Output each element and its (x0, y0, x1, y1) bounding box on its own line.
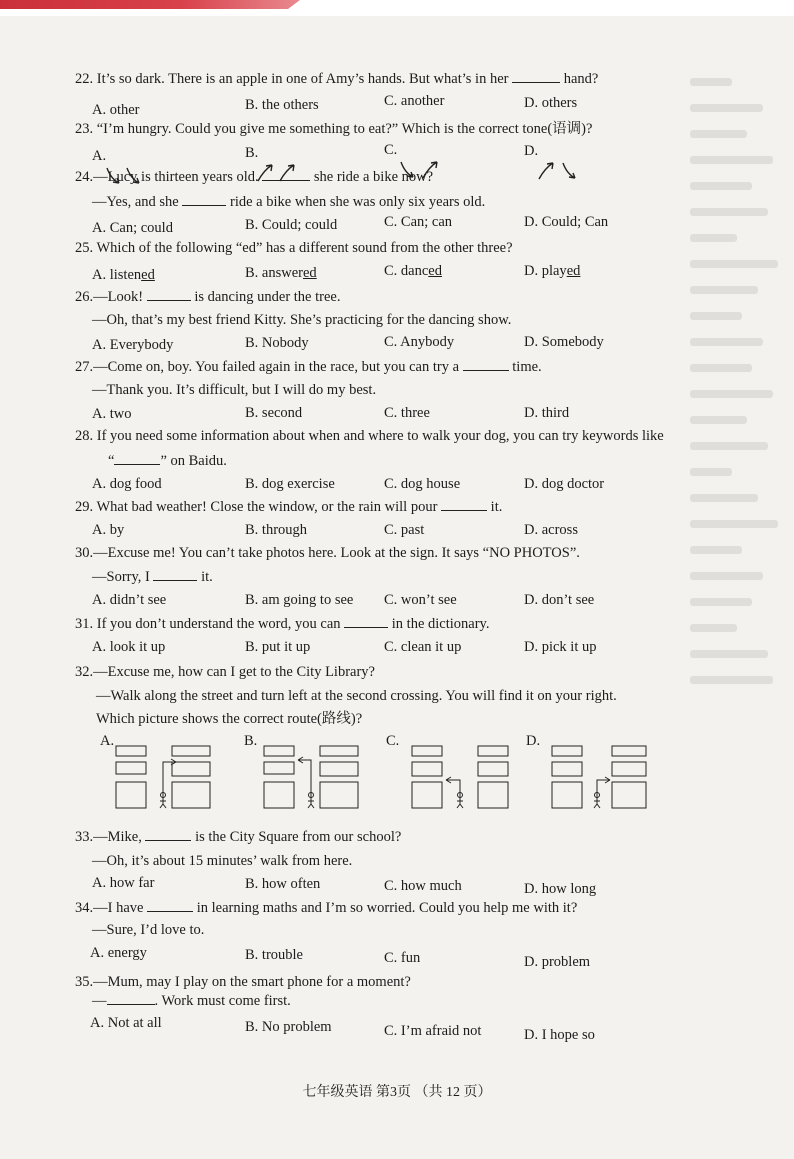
q30-option-a: A. didn’t see (92, 592, 167, 608)
question-33-line2: —Oh, it’s about 15 minutes’ walk from here. (92, 853, 353, 869)
q26-option-a: A. Everybody (92, 337, 174, 353)
q31-option-c: C. clean it up (384, 639, 462, 655)
q34-option-a: A. energy (90, 945, 147, 961)
question-28-line2: “ ” on Baidu. (108, 453, 227, 469)
q27-option-a: A. two (92, 406, 132, 422)
q28-option-c: C. dog house (384, 476, 461, 492)
q29-option-d: D. across (524, 522, 578, 538)
question-27-stem: 27.—Come on, boy. You failed again in the race, but you can try a time. (75, 359, 542, 375)
route-map-d (550, 740, 650, 815)
q35-option-d: D. I hope so (524, 1027, 595, 1043)
rising-falling-arrows-icon (531, 160, 587, 182)
page-footer: 七年级英语 第3页 （共 12 页） (302, 1085, 492, 1100)
question-35-stem: 35.—Mum, may I play on the smart phone for a moment? (75, 974, 411, 990)
q28-option-b: B. dog exercise (245, 476, 335, 492)
q29-option-a: A. by (92, 522, 125, 538)
question-22-stem: 22. It’s so dark. There is an apple in one of Amy’s hands. But what’s in her hand? (75, 71, 599, 87)
q23-option-b: B. (245, 144, 304, 184)
q22-option-b: B. the others (245, 97, 319, 113)
q29-option-c: C. past (384, 522, 425, 538)
q33-option-c: C. how much (384, 878, 462, 894)
q34-option-c: C. fun (384, 950, 421, 966)
q26-option-b: B. Nobody (245, 335, 309, 351)
q27-option-b: B. second (245, 405, 303, 421)
q26-option-d: D. Somebody (524, 334, 604, 350)
q33-option-a: A. how far (92, 875, 155, 891)
question-32-line2: —Walk along the street and turn left at the second crossing. You will find it on your right. (96, 688, 617, 704)
q23-option-d: D. (524, 142, 587, 182)
q35-option-a: A. Not at all (90, 1015, 162, 1031)
question-25-stem: 25. Which of the following “ed” has a different sound from the other three? (75, 240, 513, 256)
q24-option-a: A. Can; could (92, 220, 173, 236)
q22-option-d: D. others (524, 95, 578, 111)
route-map-a (114, 740, 214, 815)
question-31-stem: 31. If you don’t understand the word, you can in the dictionary. (75, 616, 490, 632)
q22-option-a: A. other (92, 102, 140, 118)
question-27-line2: —Thank you. It’s difficult, but I will do my best. (92, 382, 377, 398)
q24-option-b: B. Could; could (245, 217, 338, 233)
q34-option-b: B. trouble (245, 947, 303, 963)
q25-option-b: B. answered (245, 265, 317, 281)
q28-option-a: A. dog food (92, 476, 162, 492)
question-34-stem: 34.—I have in learning maths and I’m so worried. Could you help me with it? (75, 900, 578, 916)
question-34-line2: —Sure, I’d love to. (92, 922, 205, 938)
q24-option-c: C. Can; can (384, 214, 453, 230)
question-30-stem: 30.—Excuse me! You can’t take photos here. Look at the sign. It says “NO PHOTOS”. (75, 545, 580, 561)
q24-option-d: D. Could; Can (524, 214, 609, 230)
q26-option-c: C. Anybody (384, 334, 455, 350)
question-28-stem: 28. If you need some information about when and where to walk your dog, you can try keywords like (75, 428, 664, 444)
question-29-stem: 29. What bad weather! Close the window, or the rain will pour it. (75, 499, 503, 515)
q33-option-b: B. how often (245, 876, 321, 892)
q34-option-d: D. problem (524, 954, 591, 970)
route-map-c (410, 740, 510, 815)
question-23-stem: 23. “I’m hungry. Could you give me something to eat?” Which is the correct tone(语调)? (75, 121, 593, 137)
q27-option-c: C. three (384, 405, 430, 421)
question-24-stem: 24.—Lucy is thirteen years old. she ride a bike now? (75, 169, 434, 185)
question-32-stem: 32.—Excuse me, how can I get to the City Library? (75, 664, 375, 680)
q29-option-b: B. through (245, 522, 308, 538)
q28-option-d: D. dog doctor (524, 476, 605, 492)
question-30-line2: —Sorry, I it. (92, 569, 213, 585)
q23-option-c: C. (384, 141, 447, 181)
q30-option-c: C. won’t see (384, 592, 457, 608)
q31-option-b: B. put it up (245, 639, 311, 655)
question-35-line2: — . Work must come first. (92, 993, 291, 1009)
bleed-through-text (690, 60, 794, 1060)
q23-option-a: A. (92, 147, 145, 187)
banner-stripe (0, 0, 300, 9)
q31-option-a: A. look it up (92, 639, 166, 655)
question-24-line2: —Yes, and she ride a bike when she was only six years old. (92, 194, 486, 210)
q27-option-d: D. third (524, 405, 570, 421)
q35-option-c: C. I’m afraid not (384, 1023, 482, 1039)
q33-option-d: D. how long (524, 881, 597, 897)
q35-option-b: B. No problem (245, 1019, 332, 1035)
q31-option-d: D. pick it up (524, 639, 597, 655)
q22-option-c: C. another (384, 93, 445, 109)
q25-option-c: C. danced (384, 263, 442, 279)
route-pictures: A. B. C. D. (90, 740, 670, 825)
q25-option-a: A. listened (92, 267, 155, 283)
q30-option-b: B. am going to see (245, 592, 354, 608)
question-26-line2: —Oh, that’s my best friend Kitty. She’s practicing for the dancing show. (92, 312, 512, 328)
question-32-line3: Which picture shows the correct route(路线)? (96, 711, 363, 727)
q25-option-d: D. played (524, 263, 581, 279)
question-33-stem: 33.—Mike, is the City Square from our school? (75, 829, 402, 845)
route-map-b (262, 740, 362, 815)
header-banner (0, 0, 794, 16)
q30-option-d: D. don’t see (524, 592, 595, 608)
question-26-stem: 26.—Look! is dancing under the tree. (75, 289, 341, 305)
